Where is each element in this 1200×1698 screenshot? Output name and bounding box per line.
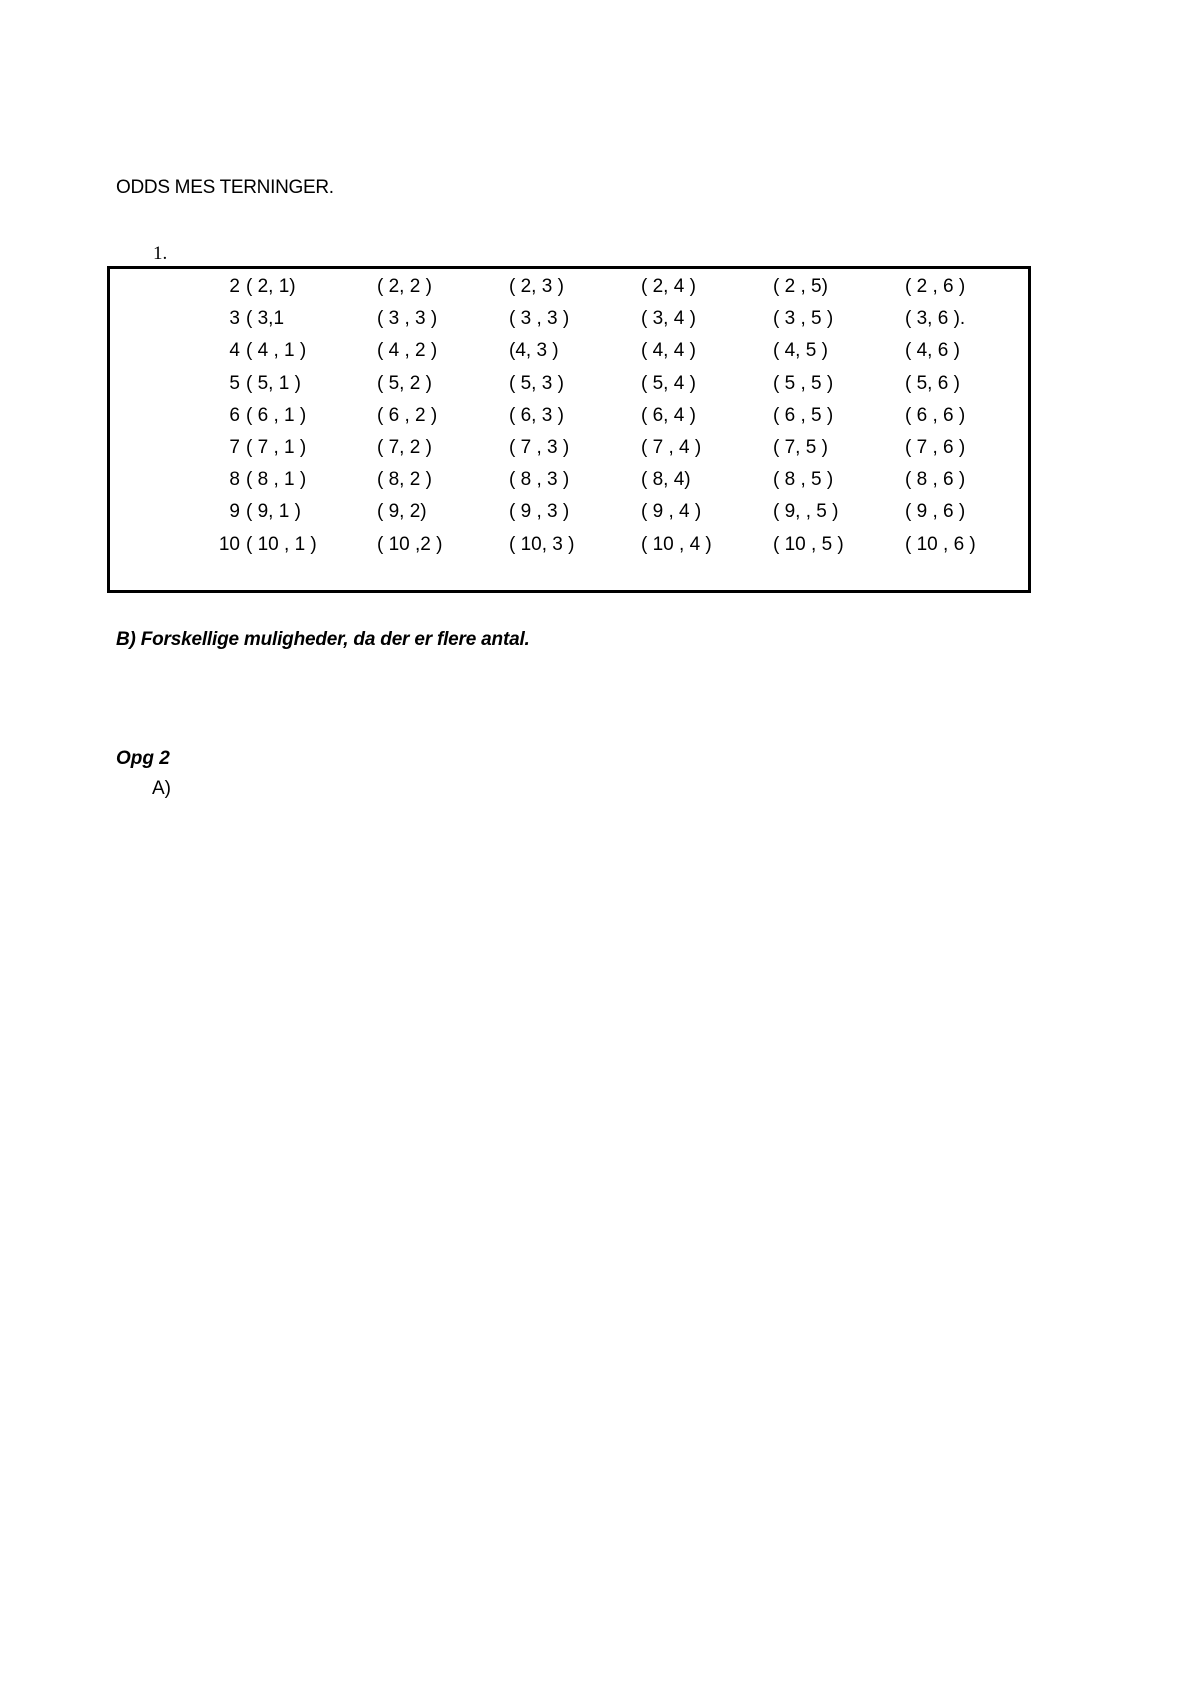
- outcome-cell: ( 9, , 5 ): [773, 501, 839, 523]
- row-sum-label: 10: [218, 533, 240, 555]
- outcome-cell: ( 5 , 5 ): [773, 372, 834, 394]
- outcome-cell: ( 9, 2): [377, 501, 427, 523]
- table-row: [110, 276, 1028, 304]
- table-row: [110, 340, 1028, 368]
- outcome-cell: ( 5, 1 ): [246, 372, 301, 394]
- outcome-cell: ( 7 , 6 ): [905, 437, 966, 458]
- outcome-cell: ( 3, 6 ).: [905, 308, 966, 330]
- outcome-cell: ( 7 , 4 ): [641, 437, 702, 458]
- outcome-cell: ( 6, 4 ): [641, 404, 696, 426]
- outcome-cell: ( 4 , 2 ): [377, 340, 438, 362]
- outcome-cell: ( 2, 3 ): [509, 276, 564, 297]
- outcome-cell: ( 8 , 6 ): [905, 469, 966, 491]
- outcome-cell: ( 3 , 3 ): [509, 308, 570, 330]
- outcome-cell: ( 7, 2 ): [377, 437, 432, 458]
- outcome-cell: ( 3,1: [246, 308, 285, 330]
- outcome-cell: ( 8, 2 ): [377, 469, 432, 491]
- outcome-cell: ( 5, 3 ): [509, 372, 564, 394]
- outcome-cell: ( 6, 3 ): [509, 404, 564, 426]
- outcome-cell: ( 7, 5 ): [773, 437, 828, 458]
- row-sum-label: 9: [229, 501, 240, 523]
- outcome-cell: ( 4 , 1 ): [246, 340, 307, 362]
- row-sum-label: 8: [229, 469, 240, 491]
- outcome-cell: ( 5, 4 ): [641, 372, 696, 394]
- document-title: ODDS MES TERNINGER.: [116, 177, 334, 198]
- opg2-sub-label: A): [152, 778, 171, 799]
- row-sum-label: 7: [229, 437, 240, 458]
- outcome-cell: ( 2, 2 ): [377, 276, 432, 297]
- outcome-cell: ( 10 , 6 ): [905, 533, 976, 555]
- outcome-cell: ( 3 , 3 ): [377, 308, 438, 330]
- outcome-cell: (4, 3 ): [509, 340, 559, 362]
- list-marker: 1.: [153, 243, 168, 264]
- row-sum-label: 4: [229, 340, 240, 362]
- outcome-cell: ( 8, 4): [641, 469, 691, 491]
- outcome-cell: ( 2, 1): [246, 276, 296, 297]
- outcome-cell: ( 7 , 1 ): [246, 437, 307, 458]
- outcome-cell: ( 8 , 1 ): [246, 469, 307, 491]
- dice-outcomes-table: [107, 266, 1031, 593]
- outcome-cell: ( 8 , 5 ): [773, 469, 834, 491]
- opg2-heading: Opg 2: [116, 748, 170, 769]
- outcome-cell: ( 10 , 4 ): [641, 533, 712, 555]
- outcome-cell: ( 2, 4 ): [641, 276, 696, 297]
- table-row: [110, 308, 1028, 336]
- outcome-cell: ( 4, 4 ): [641, 340, 696, 362]
- outcome-cell: ( 6 , 2 ): [377, 404, 438, 426]
- outcome-cell: ( 5, 6 ): [905, 372, 960, 394]
- outcome-cell: ( 3, 4 ): [641, 308, 696, 330]
- outcome-cell: ( 9 , 4 ): [641, 501, 702, 523]
- table-row: [110, 405, 1028, 433]
- outcome-cell: ( 6 , 6 ): [905, 404, 966, 426]
- table-row: [110, 437, 1028, 465]
- table-row: [110, 501, 1028, 529]
- outcome-cell: ( 2 , 6 ): [905, 276, 966, 297]
- outcome-cell: ( 7 , 3 ): [509, 437, 570, 458]
- outcome-cell: ( 10, 3 ): [509, 533, 575, 555]
- table-row: [110, 534, 1028, 562]
- outcome-cell: ( 4, 6 ): [905, 340, 960, 362]
- outcome-cell: ( 4, 5 ): [773, 340, 828, 362]
- row-sum-label: 3: [229, 308, 240, 330]
- row-sum-label: 6: [229, 404, 240, 426]
- outcome-cell: ( 3 , 5 ): [773, 308, 834, 330]
- outcome-cell: ( 2 , 5): [773, 276, 828, 297]
- outcome-cell: ( 10 , 1 ): [246, 533, 317, 555]
- outcome-cell: ( 6 , 1 ): [246, 404, 307, 426]
- outcome-cell: ( 9 , 6 ): [905, 501, 966, 523]
- outcome-cell: ( 10 ,2 ): [377, 533, 443, 555]
- outcome-cell: ( 8 , 3 ): [509, 469, 570, 491]
- outcome-cell: ( 10 , 5 ): [773, 533, 844, 555]
- row-sum-label: 5: [229, 372, 240, 394]
- row-sum-label: 2: [229, 276, 240, 297]
- outcome-cell: ( 9, 1 ): [246, 501, 301, 523]
- outcome-cell: ( 9 , 3 ): [509, 501, 570, 523]
- outcome-cell: ( 5, 2 ): [377, 372, 432, 394]
- table-row: [110, 373, 1028, 401]
- table-row: [110, 469, 1028, 497]
- answer-b-text: B) Forskellige muligheder, da der er flere antal.: [116, 629, 530, 650]
- outcome-cell: ( 6 , 5 ): [773, 404, 834, 426]
